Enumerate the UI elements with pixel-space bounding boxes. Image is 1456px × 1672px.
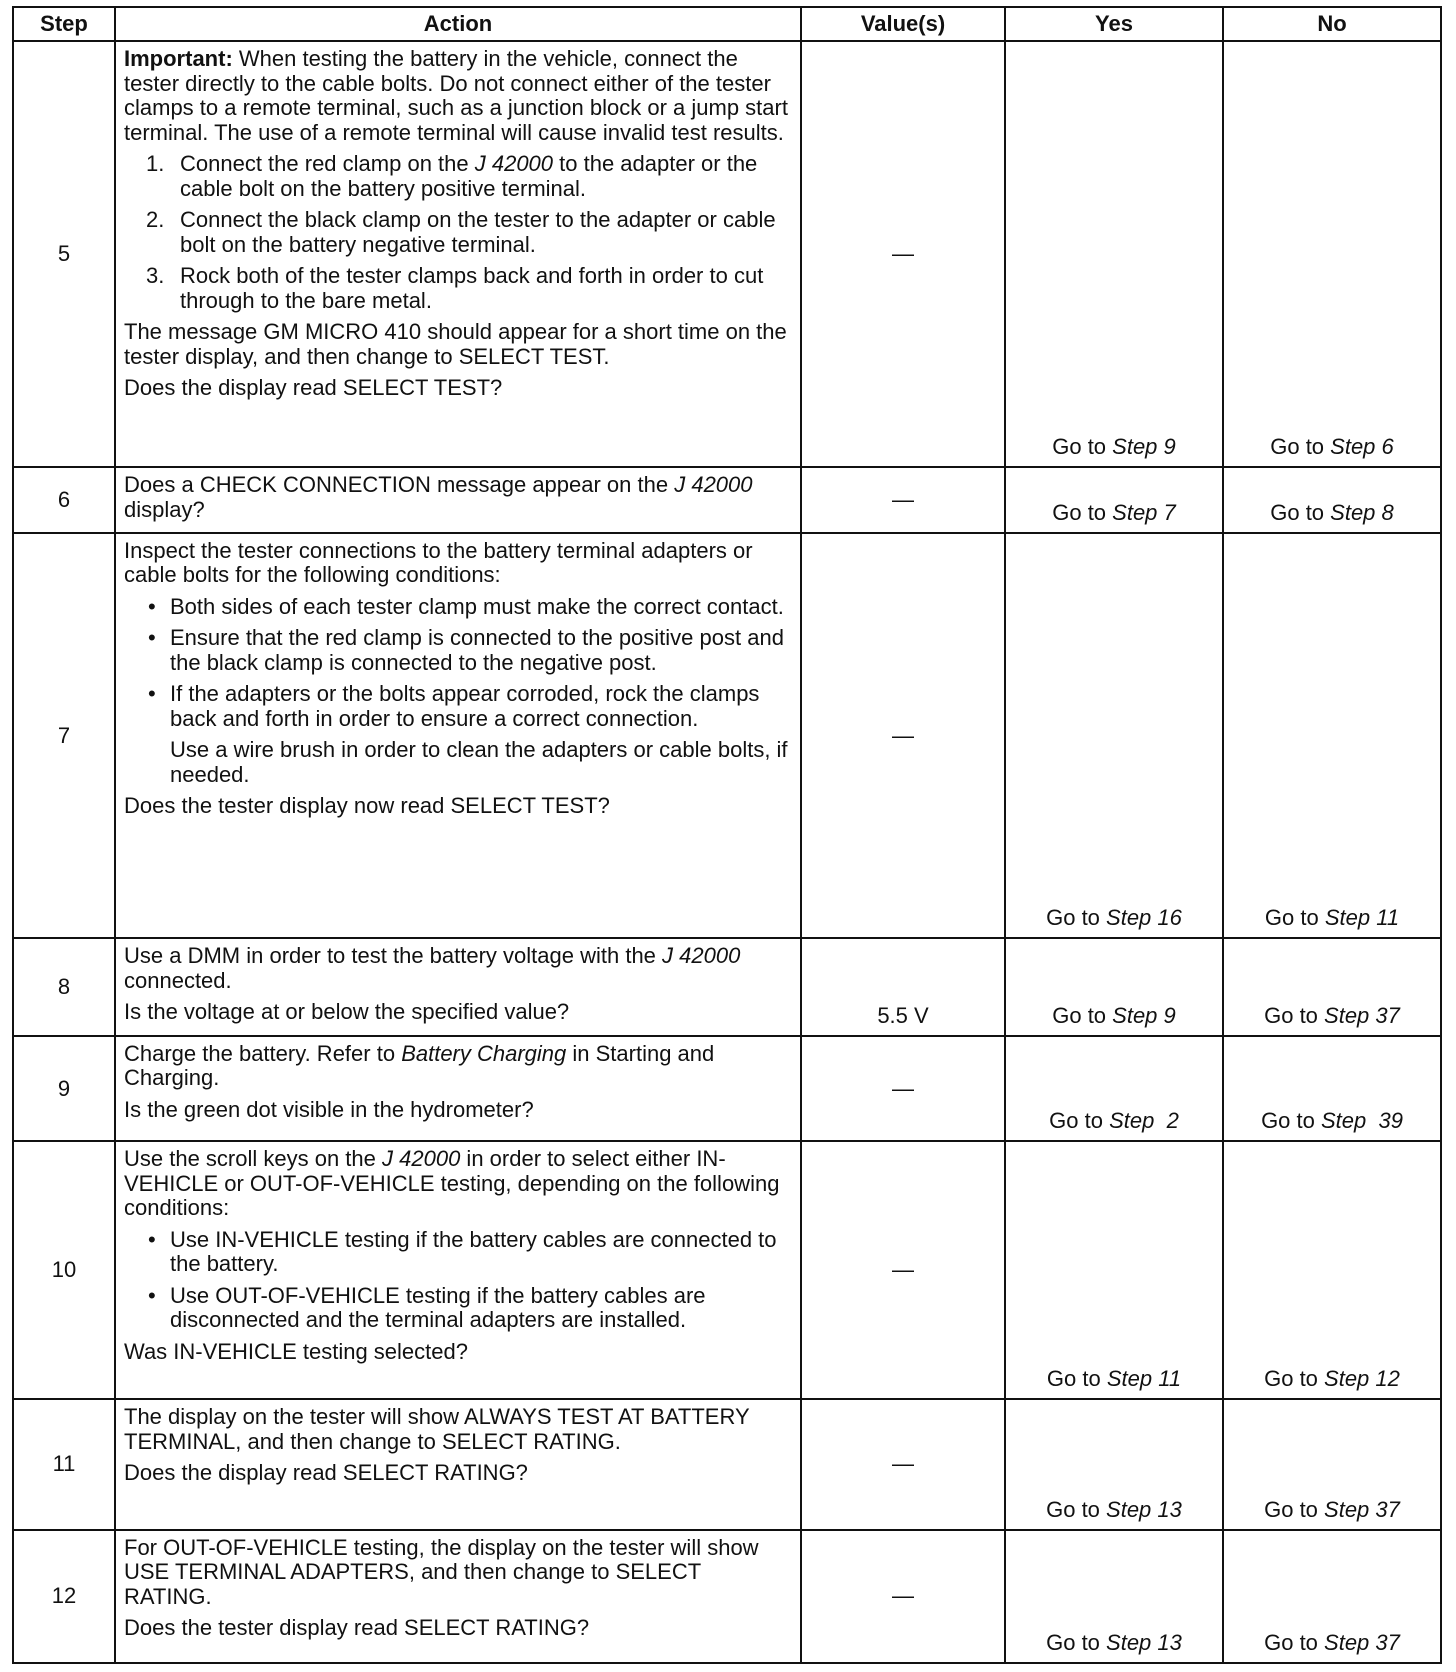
no-cell: [1223, 41, 1441, 467]
value-cell: —: [801, 41, 1005, 467]
list-text: Use OUT-OF-VEHICLE testing if the battery cables are disconnected and the terminal adapters are installed.: [170, 1282, 706, 1333]
goto-prefix: Go to: [1046, 1630, 1107, 1655]
yes-cell: [1005, 938, 1223, 1036]
list-item: [124, 595, 794, 620]
header-action: Action: [115, 7, 801, 41]
action-text-part: in Starting and Charging.: [124, 1040, 715, 1091]
bullet-icon: •: [148, 625, 156, 651]
reference-link: Battery Charging: [401, 1040, 567, 1066]
action-text: [124, 1042, 794, 1091]
list-number: 1.: [146, 151, 165, 176]
question: Is the green dot visible in the hydrometer?: [124, 1096, 534, 1122]
yes-step-link: Step 9: [1112, 434, 1176, 460]
table-row: [13, 1530, 1441, 1663]
table-row: [13, 1036, 1441, 1142]
action-text: The display on the tester will show ALWAYS TEST AT BATTERY TERMINAL, and then change to SELECT RATING.: [124, 1404, 750, 1454]
bullet-icon: •: [148, 681, 156, 707]
goto-prefix: Go to: [1052, 1002, 1113, 1028]
value-cell: —: [801, 467, 1005, 532]
action-text-part: Use a DMM in order to test the battery voltage with the: [124, 943, 663, 969]
yes-cell: [1005, 467, 1223, 532]
action-text: For OUT-OF-VEHICLE testing, the display on the tester will show USE TERMINAL ADAPTERS, and then change to SELECT RATING.: [124, 1534, 759, 1609]
yes-cell: [1005, 1399, 1223, 1530]
header-no: No: [1223, 7, 1441, 41]
list-item: [124, 626, 794, 675]
yes-step-link: Step 7: [1112, 499, 1176, 525]
goto-prefix: Go to: [1264, 1002, 1325, 1028]
action-text-part: Charge the battery. Refer to: [124, 1040, 402, 1066]
list-number: 3.: [146, 263, 165, 288]
list-text: Ensure that the red clamp is connected to the positive post and the black clamp is connected to the negative post.: [170, 625, 784, 675]
table-row: [13, 1141, 1441, 1399]
step-number: 6: [13, 467, 115, 532]
list-text: Both sides of each tester clamp must make the correct contact.: [170, 593, 784, 619]
question: Does the display read SELECT RATING?: [124, 1460, 528, 1486]
list-item: [124, 682, 794, 731]
header-step: Step: [13, 7, 115, 41]
diagnostic-table: [12, 6, 1442, 1664]
action-cell: [115, 1036, 801, 1142]
question: Was IN-VEHICLE testing selected?: [124, 1338, 468, 1364]
goto-prefix: Go to: [1264, 1496, 1325, 1522]
list-text: to the adapter or the cable bolt on the battery positive terminal.: [180, 151, 758, 201]
tool-name: J 42000: [662, 943, 741, 969]
no-cell: [1223, 1036, 1441, 1142]
list-item: [124, 1228, 794, 1277]
action-text: [124, 944, 794, 993]
question: Is the voltage at or below the specified value?: [124, 999, 570, 1025]
action-text-part: Use the scroll keys on the: [124, 1146, 383, 1172]
header-value: Value(s): [801, 7, 1005, 41]
action-cell: [115, 1530, 801, 1663]
list-text: Rock both of the tester clamps back and forth in order to cut through to the bare metal.: [180, 263, 764, 313]
no-step-link: Step 37: [1324, 1630, 1400, 1655]
list-number: 2.: [146, 207, 165, 232]
value-cell: —: [801, 533, 1005, 938]
table-row: [13, 1399, 1441, 1530]
no-step-link: Step 6: [1330, 434, 1394, 460]
action-text-part: in order to select either IN-VEHICLE or OUT-OF-VEHICLE testing, depending on the following conditions:: [124, 1146, 780, 1221]
step-number: 5: [13, 41, 115, 467]
goto-prefix: Go to: [1046, 1496, 1107, 1522]
goto-prefix: Go to: [1052, 434, 1113, 460]
list-text: Use IN-VEHICLE testing if the battery cables are connected to the battery.: [170, 1226, 777, 1277]
question: Does the tester display now read SELECT TEST?: [124, 793, 610, 819]
no-cell: [1223, 467, 1441, 532]
action-text: display?: [124, 496, 205, 522]
bullet-icon: •: [148, 593, 156, 619]
list-item: [124, 1284, 794, 1333]
bullet-icon: •: [148, 1226, 156, 1252]
goto-prefix: Go to: [1261, 1108, 1321, 1134]
no-step-link: Step 39: [1320, 1108, 1403, 1134]
yes-step-link: Step 9: [1112, 1002, 1176, 1028]
yes-cell: [1005, 533, 1223, 938]
value-cell: —: [801, 1399, 1005, 1530]
action-cell: [115, 533, 801, 938]
value-cell: —: [801, 1141, 1005, 1399]
yes-cell: [1005, 1141, 1223, 1399]
table-row: [13, 533, 1441, 938]
action-cell: [115, 467, 801, 532]
step-number: 9: [13, 1036, 115, 1142]
question: [124, 473, 794, 522]
no-step-link: Step 37: [1324, 1002, 1400, 1028]
yes-cell: [1005, 1530, 1223, 1663]
yes-cell: [1005, 1036, 1223, 1142]
no-cell: [1223, 938, 1441, 1036]
no-cell: [1223, 1399, 1441, 1530]
yes-step-link: Step 11: [1106, 1366, 1182, 1392]
step-number: 10: [13, 1141, 115, 1399]
value-cell: 5.5 V: [801, 938, 1005, 1036]
no-cell: [1223, 1530, 1441, 1663]
procedure-list: [124, 152, 794, 313]
result-note: The message GM MICRO 410 should appear for a short time on the tester display, and then change to SELECT TEST.: [124, 319, 787, 369]
table-row: [13, 41, 1441, 467]
action-cell: [115, 1399, 801, 1530]
no-step-link: Step 11: [1324, 905, 1400, 931]
sub-note: Use a wire brush in order to clean the adapters or cable bolts, if needed.: [170, 737, 788, 787]
list-item: [124, 152, 794, 201]
value-cell: —: [801, 1530, 1005, 1663]
important-text: When testing the battery in the vehicle, connect the tester directly to the cable bolts. Do not connect either of the tester clamps to a remote terminal, such as a junction block or a jump start terminal. The use of a remote terminal will cause invalid test results.: [124, 46, 788, 145]
goto-prefix: Go to: [1046, 905, 1107, 931]
step-number: 7: [13, 533, 115, 938]
goto-prefix: Go to: [1264, 1630, 1325, 1655]
tool-name: J 42000: [382, 1146, 461, 1172]
goto-prefix: Go to: [1270, 434, 1331, 460]
important-label: Important:: [124, 46, 233, 71]
action-cell: [115, 938, 801, 1036]
table-row: [13, 938, 1441, 1036]
question: Does the tester display read SELECT RATING?: [124, 1615, 590, 1641]
step-number: 11: [13, 1399, 115, 1530]
action-text-part: connected.: [124, 967, 232, 993]
goto-prefix: Go to: [1264, 1366, 1325, 1392]
bullet-icon: •: [148, 1282, 156, 1308]
list-text: If the adapters or the bolts appear corroded, rock the clamps back and forth in order to ensure a correct connection.: [170, 681, 760, 731]
no-step-link: Step 8: [1330, 499, 1394, 525]
condition-list: [124, 595, 794, 732]
tool-name: J 42000: [674, 472, 753, 498]
step-number: 8: [13, 938, 115, 1036]
goto-prefix: Go to: [1052, 499, 1113, 525]
no-cell: [1223, 533, 1441, 938]
list-item: [124, 264, 794, 313]
header-yes: Yes: [1005, 7, 1223, 41]
goto-prefix: Go to: [1049, 1108, 1110, 1134]
yes-step-link: Step 13: [1106, 1630, 1182, 1655]
question: Does the display read SELECT TEST?: [124, 375, 503, 400]
step-number: 12: [13, 1530, 115, 1663]
important-note: [124, 47, 794, 145]
yes-step-link: Step 13: [1106, 1496, 1182, 1522]
no-cell: [1223, 1141, 1441, 1399]
yes-step-link: Step 16: [1106, 905, 1182, 931]
list-item: [124, 208, 794, 257]
list-text: Connect the black clamp on the tester to the adapter or cable bolt on the battery negative terminal.: [180, 207, 776, 257]
goto-prefix: Go to: [1270, 499, 1331, 525]
action-cell: [115, 41, 801, 467]
yes-cell: [1005, 41, 1223, 467]
no-step-link: Step 12: [1324, 1366, 1400, 1392]
value-cell: —: [801, 1036, 1005, 1142]
goto-prefix: Go to: [1264, 905, 1325, 931]
goto-prefix: Go to: [1046, 1366, 1107, 1392]
tool-name: J 42000: [474, 151, 554, 176]
header-row: [13, 7, 1441, 41]
action-text: [124, 1147, 794, 1221]
yes-step-link: Step 2: [1109, 1108, 1179, 1134]
condition-list: [124, 1228, 794, 1333]
action-cell: [115, 1141, 801, 1399]
no-step-link: Step 37: [1324, 1496, 1400, 1522]
action-text: Does a CHECK CONNECTION message appear on the: [124, 472, 675, 498]
table-row: [13, 467, 1441, 532]
intro-text: Inspect the tester connections to the battery terminal adapters or cable bolts for the following conditions:: [124, 537, 753, 588]
list-text: Connect the red clamp on the: [180, 151, 475, 176]
